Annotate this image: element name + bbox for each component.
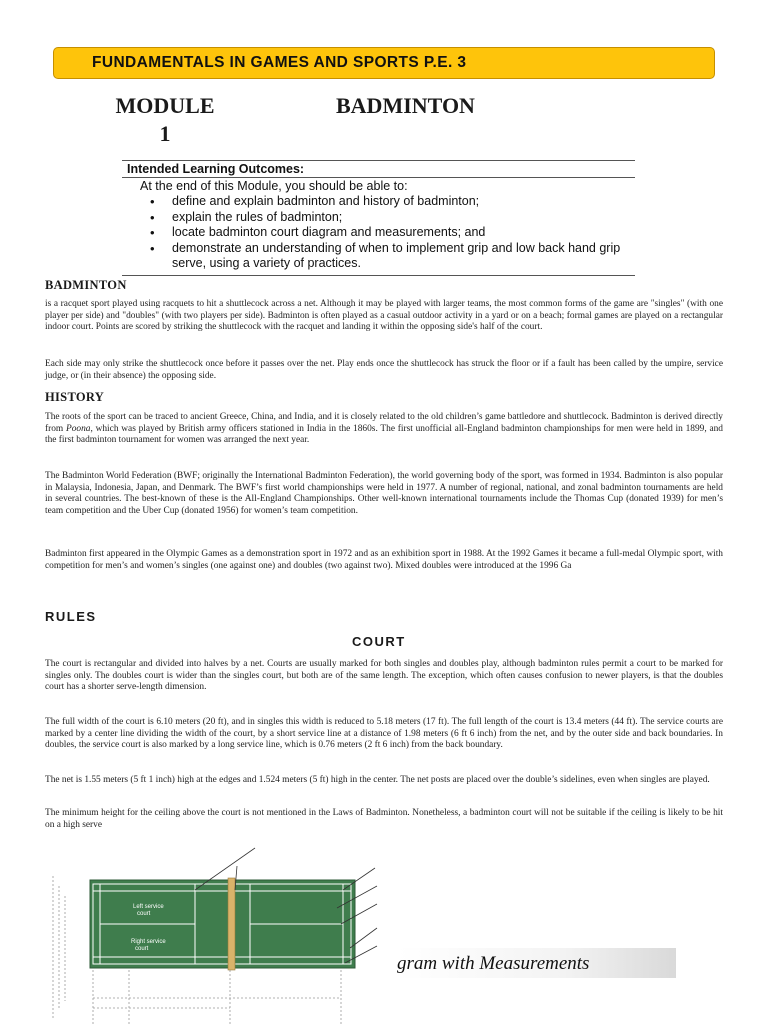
- left-service-court-line: court: [137, 911, 151, 917]
- module-label: [95, 92, 235, 148]
- learning-outcomes-list: [122, 194, 635, 272]
- module-title: BADMINTON: [336, 93, 475, 118]
- list-item: • explain the rules of badminton;: [172, 210, 635, 226]
- court-paragraph-4: The minimum height for the ceiling above the court is not mentioned in the Laws of Badminton. Nonetheless, a badminton court will not be suitable if the ceiling is likely to be hit on a high serve: [45, 808, 723, 830]
- net: [228, 878, 235, 970]
- learning-outcomes-box: [122, 160, 635, 276]
- module-label-text: MODULE: [115, 93, 215, 118]
- history-heading: HISTORY: [45, 390, 105, 404]
- right-service-court-line: Right service: [131, 939, 166, 945]
- court-paragraph-1: The court is rectangular and divided into halves by a net. Courts are usually marked for both singles and doubles play, although badminton rules permit a court to be marked for singles only. The doubles court is wider than the singles court, but both are of the same length. The exception, which often causes confusion to newer players, is that the doubles court has a shorter serve-length dimension.: [45, 659, 723, 692]
- left-service-court-line: Left service: [133, 904, 164, 910]
- court-paragraph-2: The full width of the court is 6.10 meters (20 ft), and in singles this width is reduced to 5.18 meters (17 ft). The full length of the court is 13.4 meters (44 ft). The service courts are marked by a center line dividing the width of the court, by a short service line at a distance of 1.98 meters (6 ft 6 inch) from the net, and by the outer side and back boundaries. In doubles, the service court is also marked by a long service line, which is 0.76 meters (2 ft 6 inch) from the back boundary.: [45, 717, 723, 750]
- court-heading: COURT: [352, 634, 406, 649]
- course-title-banner: FUNDAMENTALS IN GAMES AND SPORTS P.E. 3: [53, 47, 715, 79]
- list-item: • demonstrate an understanding of when to implement grip and low back hand grip serve, using a variety of practices.: [172, 241, 635, 272]
- history-text: , which was played by British army officers stationed in India in the 1860s. The first unofficial all-England badminton championships for men were held in 1899, and the first badminton tournament for women was arranged the next year.: [45, 423, 723, 445]
- court-diagram: [45, 838, 405, 1024]
- history-paragraph-3: Badminton first appeared in the Olympic Games as a demonstration sport in 1972 and as an exhibition sport in 1988. At the 1992 Games it became a full-medal Olympic sport, with competition for men’s and women’s singles (one against one) and doubles (two against two). Mixed doubles were introduced at the 1996 Ga: [45, 549, 723, 571]
- court-paragraph-3: The net is 1.55 meters (5 ft 1 inch) high at the edges and 1.524 meters (5 ft) high in the center. The net posts are placed over the double’s sidelines, even when singles are played.: [45, 775, 710, 785]
- learning-outcomes-heading: Intended Learning Outcomes:: [122, 161, 635, 178]
- rules-heading: RULES: [45, 609, 97, 624]
- module-number: 1: [159, 121, 171, 146]
- history-text: The roots of the sport can be traced to ancient Greece, China, and India, and it is closely related to the old children’s game battledore and shuttlecock. Badminton is derived directly from: [45, 412, 723, 434]
- history-paragraph-2: The Badminton World Federation (BWF; originally the International Badminton Federation), the world governing body of the sport, was formed in 1934. Badminton is also popular in Malaysia, Indonesia, Japan, and Denmark. The BWF’s first world championships were held in 1977. A number of regional, national, and zonal badminton tournaments are held in several countries. The best-known of these is the All-England Championships. Other well-known international tournaments include the Thomas Cup (donated 1939) for men’s team competition and the Uber Cup (donated 1956) for women’s team competition.: [45, 471, 723, 516]
- right-service-court-line: court: [135, 946, 149, 952]
- badminton-paragraph-2: Each side may only strike the shuttlecock once before it passes over the net. Play ends once the shuttlecock has struck the floor or if a fault has been called by the umpire, service judge, or (in their absence) the opposing side.: [45, 359, 723, 381]
- badminton-heading: BADMINTON: [45, 278, 127, 292]
- history-paragraph-1: [45, 412, 723, 447]
- badminton-paragraph-1: is a racquet sport played using racquets to hit a shuttlecock across a net. Although it may be played with larger teams, the most common forms of the game are "singles" (with one player per side) and "doubles" (with two players per side). Badminton is often played as a casual outdoor activity in a yard or on a beach; formal games are played on a rectangular indoor court. Points are scored by striking the shuttlecock with the racquet and landing it within the opposing side's half of the court.: [45, 299, 723, 332]
- history-emphasis: Poona: [66, 423, 91, 434]
- learning-outcomes-intro: At the end of this Module, you should be able to:: [140, 179, 408, 193]
- diagram-caption: gram with Measurements: [397, 953, 590, 974]
- list-item: • define and explain badminton and history of badminton;: [172, 194, 635, 210]
- list-item: • locate badminton court diagram and measurements; and: [172, 225, 635, 241]
